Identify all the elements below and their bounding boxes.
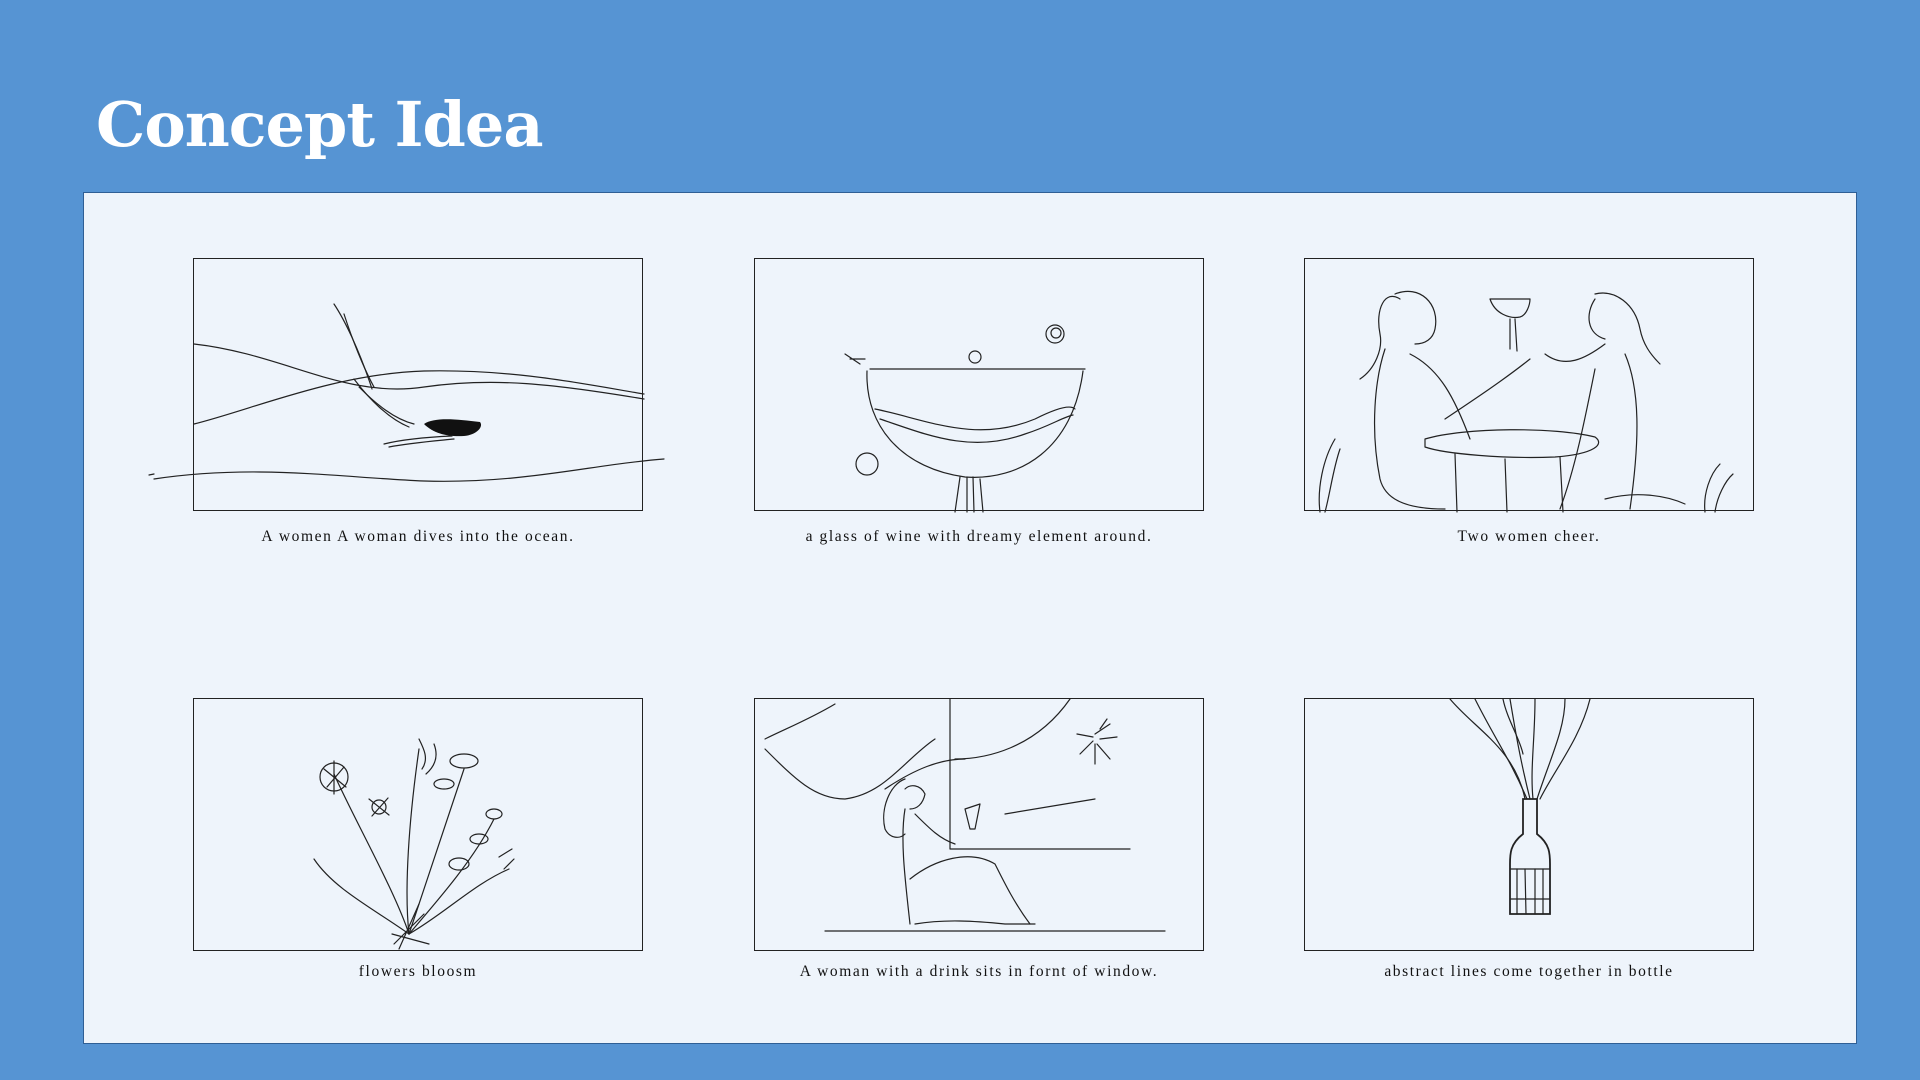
storyboard-frame-1 [193,258,643,511]
frame-4-caption: flowers bloosm [358,963,478,980]
storyboard-frame-6 [1304,698,1754,951]
frame-3-caption: Two women cheer. [1457,528,1601,545]
frame-5-caption: A woman with a drink sits in fornt of window. [799,963,1159,980]
flowers-sketch [194,699,644,952]
frame-6-caption: abstract lines come together in bottle [1384,963,1674,980]
slide-title: Concept Idea [96,88,543,161]
frame-1-caption: A women A woman dives into the ocean. [261,528,575,545]
storyboard-frame-5 [754,698,1204,951]
storyboard-panel [83,192,1857,1044]
woman-window-sketch [755,699,1205,952]
storyboard-frame-2 [754,258,1204,511]
women-cheer-sketch [1305,259,1755,512]
storyboard-frame-3 [1304,258,1754,511]
storyboard-frame-4 [193,698,643,951]
woman-diving-sketch [194,259,644,512]
frame-2-caption: a glass of wine with dreamy element around. [805,528,1153,545]
bottle-lines-sketch [1305,699,1755,952]
wine-glass-sketch [755,259,1205,512]
